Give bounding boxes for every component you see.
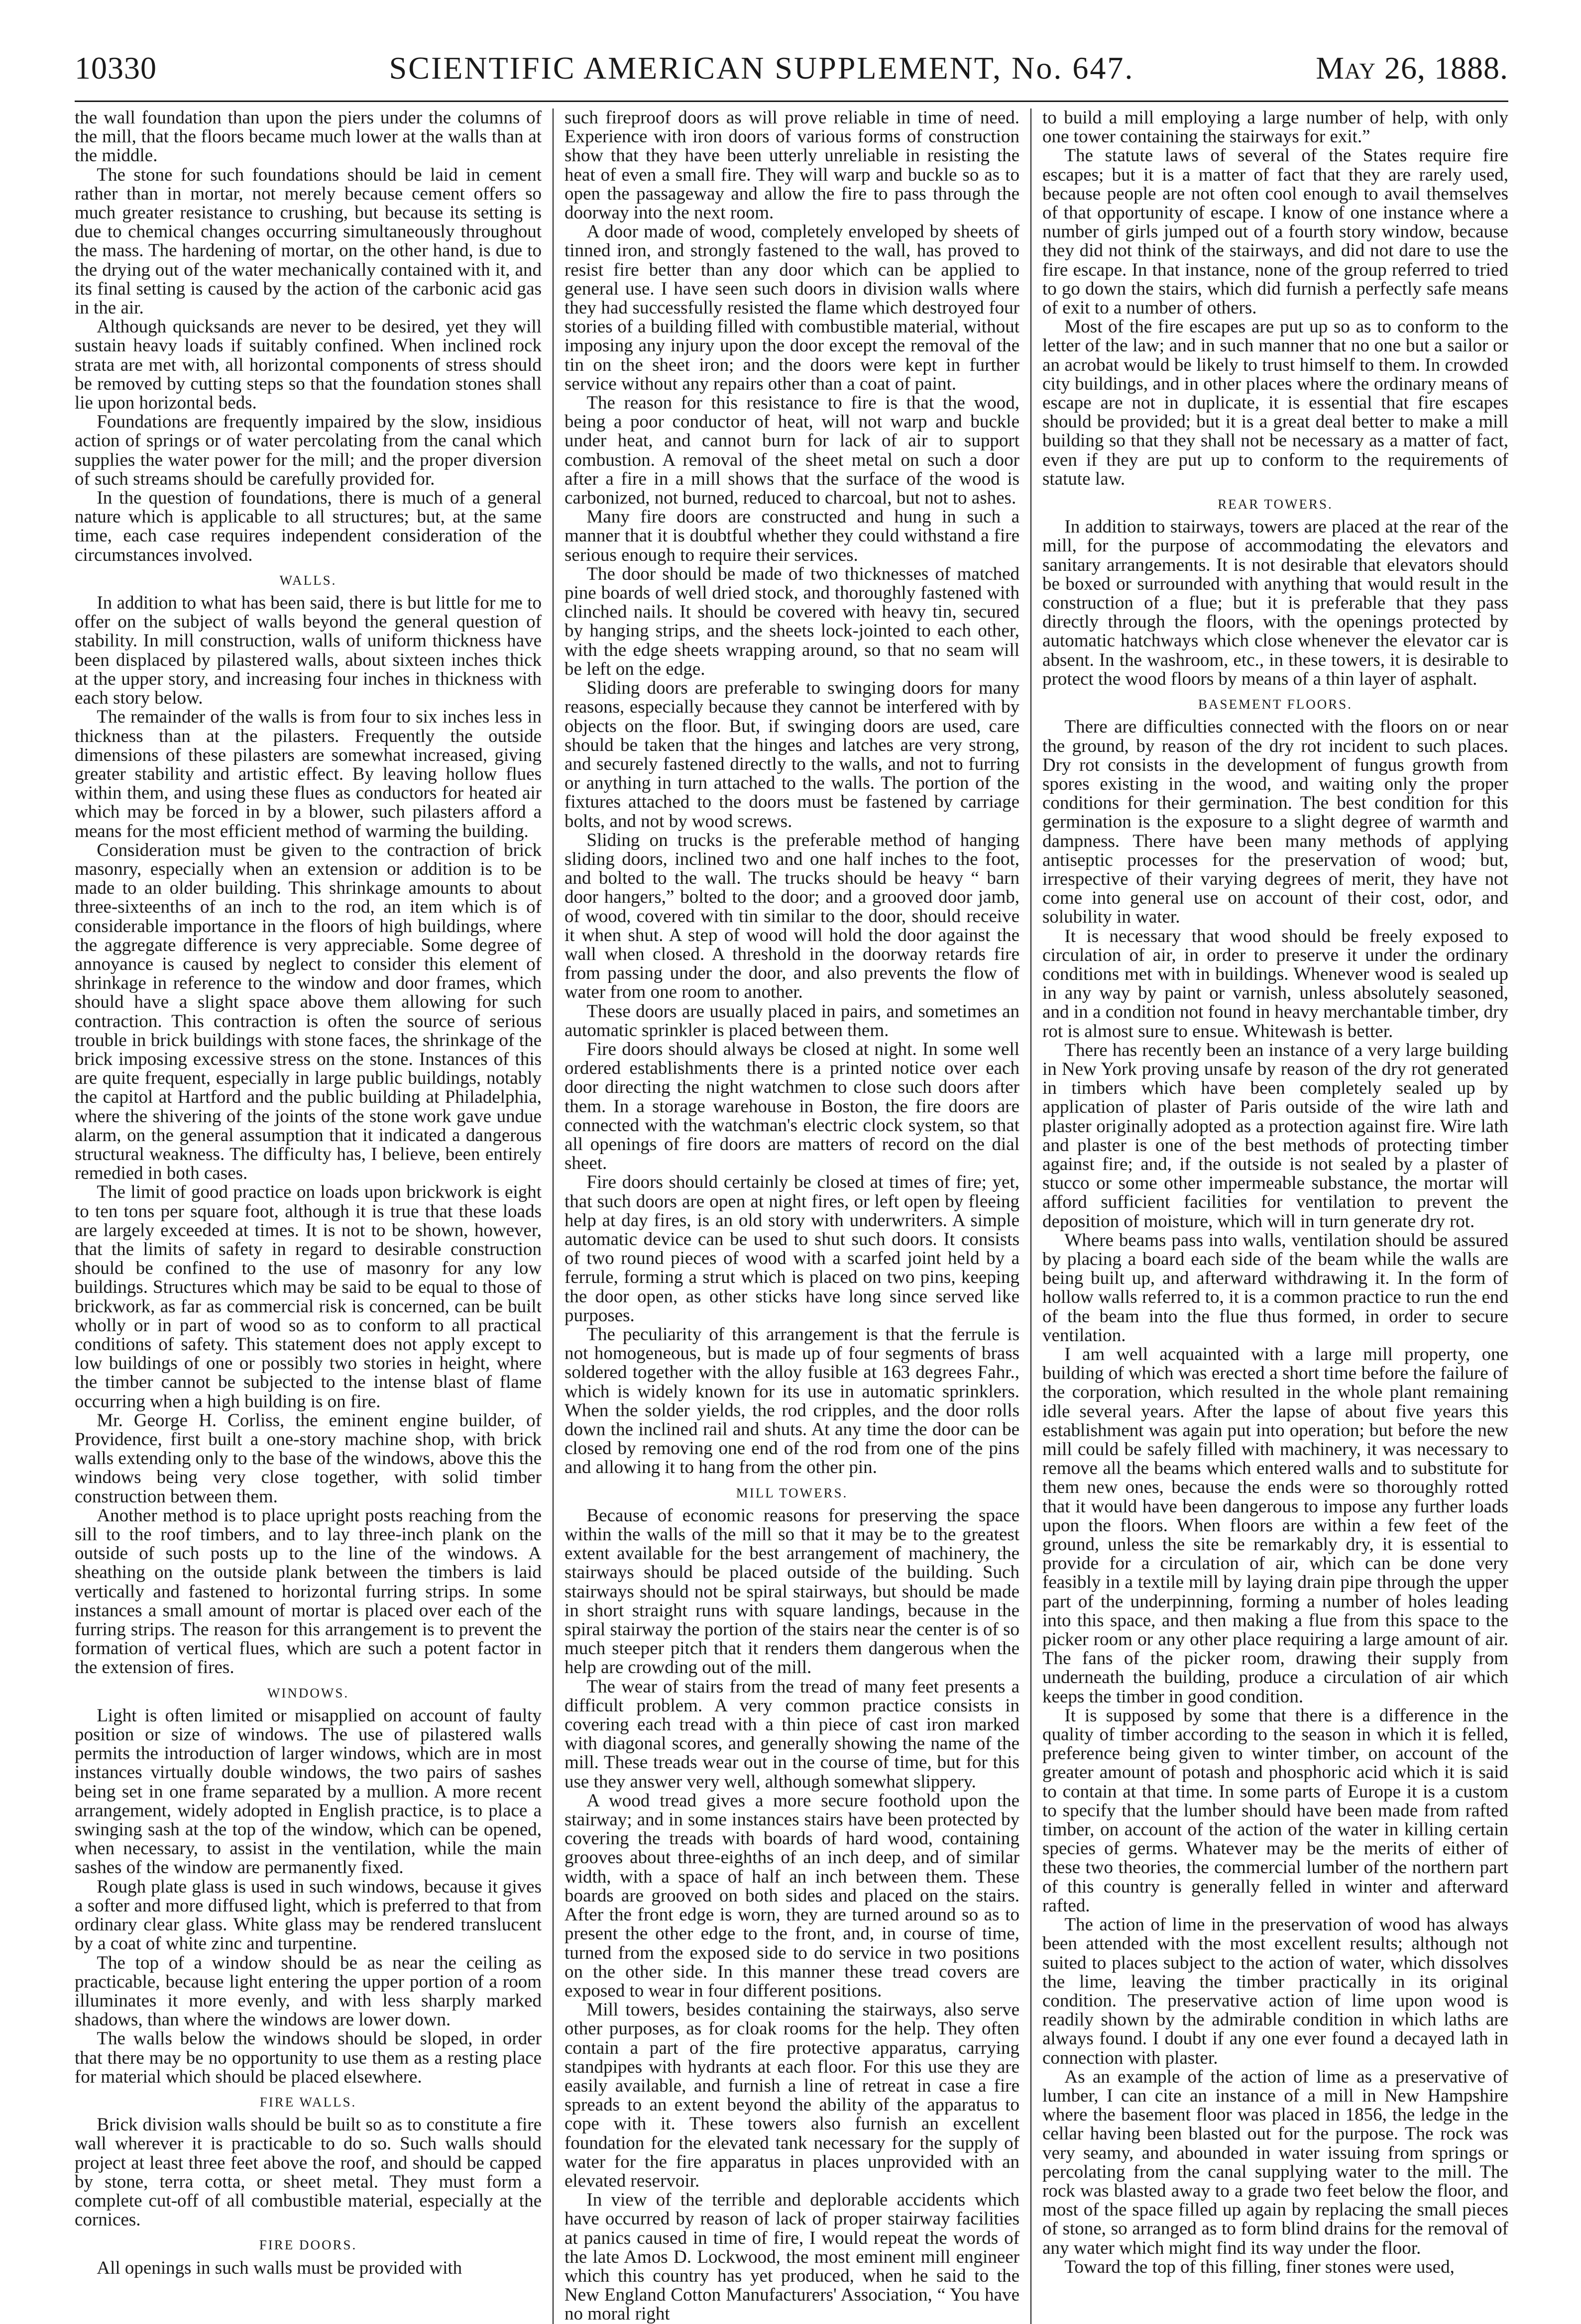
section-heading-windows: WINDOWS. [267,1685,349,1700]
paragraph: Toward the top of this filling, finer stones were used, [1064,2256,1455,2277]
paragraph: Where beams pass into walls, ventilation should be assured by placing a board each side of the beam while the walls are being built up, and afterward withdrawing it. In the form of hollow walls referred to, it is a common practice to run the end of the beam into the flue thus formed, in order to secure ventilation. [1042,1230,1508,1346]
paragraph: The door should be made of two thicknesses of matched pine boards of well dried stock, and thoroughly fastened with clinched nails. It should be covered with heavy tin, secured by hanging strips, and the sheets lock-jointed to each other, with the edge sheets wrapping around, so that no seam will be left on the edge. [565,563,1019,679]
paragraph: All openings in such walls must be provided with [97,2257,462,2278]
paragraph: In addition to stairways, towers are placed at the rear of the mill, for the purpose of accommodating the elevators and sanitary arrangements. It is not desirable that elevators should be boxed or surrounded with anything that would result in the construction of a flue; but it is preferable that they pass directly through the floors, with the openings protected by automatic hatchways which close whenever the elevator car is absent. In the washroom, etc., in these towers, it is desirable to protect the wood floors by means of a thin layer of asphalt. [1042,517,1508,689]
paragraph: The stone for such foundations should be laid in cement rather than in mortar, not merely because cement offers so much greater resistance to crushing, but because its setting is due to chemical changes occurring simultaneously throughout the mass. The hardening of mortar, on the other hand, is due to the drying out of the water mechanically contained with it, and its final setting is caused by the action of the carbonic acid gas in the air. [75,164,542,318]
paragraph: Rough plate glass is used in such windows, because it gives a softer and more diffused light, which is preferred to that from ordinary clear glass. White glass may be rendered translucent by a coat of white zinc and turpentine. [75,1876,542,1954]
masthead [75,50,1508,95]
paragraph: Brick division walls should be built so as to constitute a fire wall wherever it is practicable to do so. Such walls should project at least three feet above the roof, and should be capped by stone, terra cotta, or sheet metal. They must form a complete cut-off of all combustible material, especially at the cornices. [75,2114,542,2230]
issue-date: May 26, 1888. [1316,50,1508,86]
column-1 [75,108,553,2324]
paragraph: The walls below the windows should be sloped, in order that there may be no opportunity to use them as a resting place for material which should be placed elsewhere. [75,2028,542,2087]
paragraph: The wear of stairs from the tread of many feet presents a difficult problem. A very common practice consists in covering each tread with a thin piece of cast iron marked with diagonal scores, and generally showing the name of the mill. These treads wear out in the course of time, but for this use they answer very well, although somewhat slippery. [565,1676,1019,1792]
paragraph: There has recently been an instance of a very large building in New York proving unsafe by reason of the dry rot generated in timbers which have been completely sealed up by application of plaster of Paris outside of the wire lath and plaster originally adopted as a protection against fire. Wire lath and plaster is one of the best methods of protecting timber against fire; and, if the outside is not sealed by a plaster of stucco or some other impermeable substance, the mortar will afford sufficient facilities for ventilation to prevent the deposition of moisture, which will in turn generate dry rot. [1042,1040,1508,1232]
paragraph: It is supposed by some that there is a difference in the quality of timber according to the season in which it is felled, preference being given to winter timber, on account of the greater amount of potash and phosphoric acid which it is said to contain at that time. In some parts of Europe it is a custom to specify that the lumber should have been made from rafted timber, on account of the action of the water in killing certain species of germs. Whatever may be the merits of either of these two theories, the commercial lumber of the northern part of this country is generally felled in winter and afterward rafted. [1042,1705,1508,1916]
paragraph: Mr. George H. Corliss, the eminent engine builder, of Providence, first built a one-story machine shop, with brick walls extending only to the base of the windows, above this the windows being very close together, with solid timber construction between them. [75,1410,542,1507]
paragraph: The reason for this resistance to fire is that the wood, being a poor conductor of heat, will not warp and buckle under heat, and cannot burn for lack of air to support combustion. A removal of the sheet metal on such a door after a fire in a mill shows that the surface of the wood is carbonized, not burned, reduced to charcoal, but not to ashes. [565,393,1019,509]
paragraph: Foundations are frequently impaired by the slow, insidious action of springs or of water percolating from the canal which supplies the water power for the mill; and the proper diversion of such streams should be carefully provided for. [75,412,542,489]
section-heading-walls: WALLS. [279,572,337,588]
paragraph: the wall foundation than upon the piers under the columns of the mill, that the floors became much lower at the walls than at the middle. [75,107,542,166]
paragraph: It is necessary that wood should be freely exposed to circulation of air, in order to preserve it under the ordinary conditions met with in buildings. Whenever wood is sealed up in any way by paint or varnish, unless absolutely seasoned, and in a condition not found in heavy merchantable timber, dry rot is almost sure to ensue. Whitewash is better. [1042,926,1508,1042]
paragraph: In view of the terrible and deplorable accidents which have occurred by reason of lack of proper stairway facilities at panics caused in time of fire, I would repeat the words of the late Amos D. Lockwood, the most eminent mill engineer which this country has yet produced, when he said to the New England Cotton Manufacturers' Association, “ You have no moral right [565,2190,1019,2324]
paragraph: Although quicksands are never to be desired, yet they will sustain heavy loads if suitably confined. When inclined rock strata are met with, all horizontal components of stress should be removed by cutting steps so that the foundation stones shall lie upon horizontal beds. [75,317,542,414]
column-2 [553,108,1030,2324]
paragraph: Consideration must be given to the contraction of brick masonry, especially when an extension or addition is to be made to an older building. This shrinkage amounts to about three-sixteenths of an inch to the rod, an item which is of considerable importance in the floors of high buildings, where the aggregate difference is very appreciable. Some degree of annoyance is caused by neglect to consider this element of shrinkage in reference to the window and door frames, which should have a slight space above them allowing for such contraction. This contraction is often the source of serious trouble in brick buildings with stone faces, the shrinkage of the brick imposing excessive stress on the stone. Instances of this are quite frequent, especially in large public buildings, notably the capitol at Hartford and the public building at Philadelphia, where the shivering of the joints of the stone work gave undue alarm, on the general assumption that it indicated a dangerous structural weakness. The difficulty has, I believe, been entirely remedied in both cases. [75,840,542,1184]
paragraph: Most of the fire escapes are put up so as to conform to the letter of the law; and in such manner that no one but a sailor or an acrobat would be likely to trust himself to them. In crowded city buildings, and in other places where the ordinary means of escape are not in duplicate, it is essential that fire escapes should be provided; but it is a great deal better to make a mill building so that they shall not be necessary as a matter of fact, even if they are put up to conform to the requirements of statute law. [1042,317,1508,489]
section-heading-basement-floors: BASEMENT FLOORS. [1198,697,1353,712]
article-columns [75,107,1508,2324]
paragraph: The peculiarity of this arrangement is that the ferrule is not homogeneous, but is made up of four segments of brass soldered together with the alloy fusible at 163 degrees Fahr., which is widely known for its use in automatic sprinklers. When the solder yields, the rod cripples, and the door rolls down the inclined rail and shuts. At any time the door can be closed by removing one end of the rod from one of the pins and allowing it to hang from the other pin. [565,1324,1019,1478]
paragraph: In addition to what has been said, there is but little for me to offer on the subject of walls beyond the general question of stability. In mill construction, walls of uniform thickness have been displaced by pilastered walls, about sixteen inches thick at the upper story, and increasing four inches in thickness with each story below. [75,593,542,709]
publication-title: SCIENTIFIC AMERICAN SUPPLEMENT, No. 647. [389,50,1134,86]
paragraph: A door made of wood, completely enveloped by sheets of tinned iron, and strongly fastened to the wall, has proved to resist fire better than any door which can be applied to general use. I have seen such doors in division walls where they had successfully resisted the flame which destroyed four stories of a building filled with combustible material, without imposing any injury upon the door except the removal of the tin on the sheet iron; and the doors were kept in further service without any repairs other than a coat of paint. [565,221,1019,394]
paragraph: Because of economic reasons for preserving the space within the walls of the mill so that it may be to the greatest extent available for the best arrangement of machinery, the stairways should be placed outside of the building. Such stairways should not be spiral stairways, but should be made in short straight runs with square landings, because in the spiral stairway the portion of the stairs near the center is of so much steeper pitch that it renders them dangerous when the help are crowding out of the mill. [565,1505,1019,1678]
paragraph: to build a mill employing a large number of help, with only one tower containing the stairways for exit.” [1042,107,1508,147]
paragraph: The remainder of the walls is from four to six inches less in thickness than at the pilasters. Frequently the outside dimensions of these pilasters are somewhat increased, giving greater stability and artistic effect. By leaving hollow flues within them, and using these flues as conductors for heated air which may be forced in by a blower, such pilasters afford a means for the most efficient method of warming the building. [75,707,542,842]
paragraph: In the question of foundations, there is much of a general nature which is applicable to all structures; but, at the same time, each case requires independent consideration of the circumstances involved. [75,488,542,565]
paragraph: The statute laws of several of the States require fire escapes; but it is a matter of fact that they are rarely used, because people are not often cool enough to avail themselves of that opportunity of escape. I know of one instance where a number of girls jumped out of a fourth story window, because they did not think of the stairways, and did not dare to use the fire escape. In that instance, none of the group referred to tried to go down the stairs, which did furnish a perfectly safe means of exit to a number of others. [1042,145,1508,318]
paragraph: Fire doors should always be closed at night. In some well ordered establishments there is a printed notice over each door directing the night watchmen to close such doors after them. In a storage warehouse in Boston, the fire doors are connected with the watchman's electric clock system, so that all openings of fire doors are matters of record on the dial sheet. [565,1039,1019,1174]
section-heading-rear-towers: REAR TOWERS. [1218,497,1333,512]
column-3 [1030,108,1508,2324]
paragraph: Fire doors should certainly be closed at times of fire; yet, that such doors are open at night fires, or left open by fleeing help at day fires, is an old story with underwriters. A simple automatic device can be used to shut such doors. It consists of two round pieces of wood with a scarfed joint held by a ferrule, forming a strut which is placed on two pins, keeping the door open, as other sticks have long since served like purposes. [565,1172,1019,1326]
paragraph: Another method is to place upright posts reaching from the sill to the roof timbers, and to lay three-inch plank on the outside of such posts up to the line of the windows. A sheathing on the outside plank between the timbers is laid vertically and fastened to horizontal furring strips. In some instances a small amount of mortar is placed over each of the furring strips. The reason for this arrangement is to prevent the formation of vertical flues, which are such a potent factor in the extension of fires. [75,1505,542,1678]
section-heading-mill-towers: MILL TOWERS. [736,1485,848,1500]
paragraph: Sliding on trucks is the preferable method of hanging sliding doors, inclined two and one half inches to the foot, and bolted to the wall. The trucks should be heavy “ barn door hangers,” bolted to the door; and a grooved door jamb, of wood, covered with tin similar to the door, should receive it when shut. A step of wood will hold the door against the wall when closed. A threshold in the doorway retards fire from passing under the door, and also prevents the flow of water from one room to another. [565,830,1019,1003]
paragraph: Mill towers, besides containing the stairways, also serve other purposes, as for cloak rooms for the help. They often contain a part of the fire protective apparatus, carrying standpipes with hydrants at each floor. For this use they are easily available, and furnish a line of retreat in case a fire spreads to an extent beyond the ability of the apparatus to cope with it. These towers also furnish an excellent foundation for the elevated tank necessary for the supply of water for the fire apparatus in places unprovided with an elevated reservoir. [565,2000,1019,2191]
paragraph: Many fire doors are constructed and hung in such a manner that it is doubtful whether they could withstand a fire serious enough to require their services. [565,507,1019,565]
paragraph: Sliding doors are preferable to swinging doors for many reasons, especially because they cannot be interfered with by objects on the floor. But, if swinging doors are used, care should be taken that the hinges and latches are very strong, and securely fastened directly to the walls, and not to furring or anything in turn attached to the walls. The portion of the fixtures attached to the doors must be fastened by carriage bolts, and not by wood screws. [565,678,1019,832]
paragraph: The limit of good practice on loads upon brickwork is eight to ten tons per square foot, although it is true that these loads are largely exceeded at times. It is not to be shown, however, that the limits of safety in regard to desirable construction should be confined to the use of masonry for any low buildings. Structures which may be said to be equal to those of brickwork, as far as commercial risk is concerned, can be built wholly or in part of wood so as to conform to all practical conditions of safety. This statement does not apply except to low buildings of one or possibly two stories in height, where the timber cannot be subjected to the intense blast of flame occurring when a high building is on fire. [75,1182,542,1412]
paragraph: I am well acquainted with a large mill property, one building of which was erected a short time before the failure of the corporation, which resulted in the whole plant remaining idle several years. After the lapse of about five years this establishment was again put into operation; but before the new mill could be safely filled with machinery, it was necessary to remove all the beams which entered walls and to substitute for them new ones, because the ends were so thoroughly rotted that it would have been dangerous to impose any further loads upon the floors. When floors are within a few feet of the ground, unless the site be remarkably dry, it is essential to provide for a circulation of air, which can be done very feasibly in a textile mill by laying drain pipe through the upper part of the underpinning, forming a number of holes leading into this space, and then making a flue from this space to the picker room or any other place requiring a large amount of air. The fans of the picker room, drawing their supply from underneath the building, produce a circulation of air which keeps the timber in good condition. [1042,1344,1508,1707]
paragraph: The action of lime in the preservation of wood has always been attended with the most excellent results; although not suited to places subject to the action of water, which dissolves the lime, leaving the timber practically in its original condition. The preservative action of lime upon wood is readily shown by the admirable condition in which laths are always found. I doubt if any one ever found a decayed lath in connection with plaster. [1042,1914,1508,2068]
paragraph: As an example of the action of lime as a preservative of lumber, I can cite an instance of a mill in New Hampshire where the basement floor was placed in 1856, the ledge in the cellar having been blasted out for the purpose. The rock was very seamy, and abounded in water issuing from springs or percolating from the canal supplying water to the mill. The rock was blasted away to a grade two feet below the floor, and most of the space filled up again by replacing the small pieces of stone, so arranged as to form blind drains for the removal of any water which might find its way under the floor. [1042,2066,1508,2258]
paragraph: The top of a window should be as near the ceiling as practicable, because light entering the upper portion of a room illuminates it more evenly, and with less sharply marked shadows, than where the windows are lower down. [75,1952,542,2030]
paragraph: There are difficulties connected with the floors on or near the ground, by reason of the dry rot incident to such places. Dry rot consists in the development of fungus growth from spores existing in the wood, and waiting only the proper conditions for their germination. The best condition for this germination is the exposure to a slight degree of warmth and dampness. There have been many methods of applying antiseptic processes for the preservation of wood; but, irrespective of their varying degrees of merit, they have not come into general use on account of their cost, odor, and solubility in water. [1042,717,1508,928]
newspaper-page [75,50,1508,2324]
section-heading-fire-walls: FIRE WALLS. [259,2094,357,2110]
header-rule [75,101,1508,102]
paragraph: Light is often limited or misapplied on account of faulty position or size of windows. The use of pilastered walls permits the introduction of larger windows, which are in most instances virtually double windows, the two pairs of sashes being set in one frame separated by a mullion. A more recent arrangement, widely adopted in English practice, is to place a swinging sash at the top of the window, which can be opened, when necessary, to assist in the ventilation, while the main sashes of the window are permanently fixed. [75,1705,542,1878]
paragraph: These doors are usually placed in pairs, and sometimes an automatic sprinkler is placed between them. [565,1001,1019,1041]
paragraph: such fireproof doors as will prove reliable in time of need. Experience with iron doors of various forms of construction show that they have been utterly unreliable in resisting the heat of even a small fire. They will warp and buckle so as to open the passageway and allow the fire to pass through the doorway into the next room. [565,107,1019,223]
page-number: 10330 [75,50,157,86]
paragraph: A wood tread gives a more secure foothold upon the stairway; and in some instances stairs have been protected by covering the treads with boards of hard wood, containing grooves about three-eighths of an inch deep, and of similar width, with a space of half an inch between them. These boards are grooved on both sides and placed on the stairs. After the front edge is worn, they are turned around so as to present the other edge to the front, and, in course of time, turned from the exposed side to do service in two positions on the other side. In this manner these tread covers are exposed to wear in four different positions. [565,1790,1019,2001]
section-heading-fire-doors: FIRE DOORS. [259,2237,357,2253]
